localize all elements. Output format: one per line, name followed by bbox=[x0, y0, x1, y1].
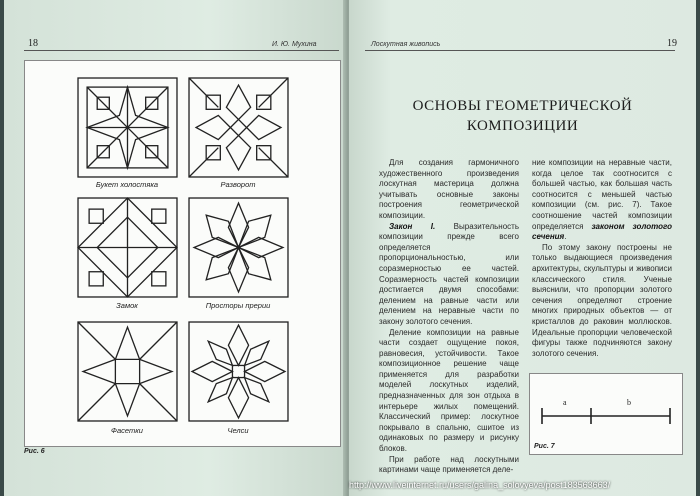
quilt-block-3 bbox=[77, 197, 178, 298]
right-page-number: 19 bbox=[667, 38, 677, 49]
golden-section-term: законом золотого сечения bbox=[532, 221, 672, 242]
segment-a-label: a bbox=[563, 398, 567, 407]
chapter-title-line-2: КОМПОЗИЦИИ bbox=[466, 118, 579, 134]
left-header-author: И. Ю. Мухина bbox=[272, 41, 317, 48]
left-header-rule bbox=[24, 50, 339, 51]
quilt-block-4 bbox=[188, 197, 289, 298]
paragraph-equal-parts: Деление композиции на равные части создает ощущение покоя, равновесия, устойчивости. Такое композиционное решение чаще применяется для разработки моделей лоскутных изделий, предназначенных для зон отдыха в интерьере жилых помещений. Классический пример: лоскутное покрывало в спальню, сшитое из одинаковых по размеру и рисунку блоков. bbox=[379, 327, 519, 454]
left-page bbox=[4, 0, 347, 496]
quilt-block-1 bbox=[77, 77, 178, 178]
caption-3: Замок bbox=[116, 301, 138, 310]
quilt-block-2 bbox=[188, 77, 289, 178]
chapter-title-line-1: ОСНОВЫ ГЕОМЕТРИЧЕСКОЙ bbox=[412, 98, 633, 114]
paragraph-intro: Для создания гармоничного художественного произведения лоскутная мастерица должна учитывать основные законы построения геометрической композиции. bbox=[379, 158, 519, 220]
right-page bbox=[349, 0, 696, 496]
figure-7-label: Рис. 7 bbox=[534, 443, 555, 450]
left-page-number: 18 bbox=[28, 38, 38, 49]
right-header-section: Лоскутная живопись bbox=[371, 41, 441, 48]
caption-1: Букет холостяка bbox=[95, 180, 159, 189]
quilt-block-5 bbox=[77, 321, 178, 422]
quilt-block-6 bbox=[188, 321, 289, 422]
figure-6-label: Рис. 6 bbox=[24, 448, 45, 455]
caption-5: Фасетки bbox=[111, 426, 143, 435]
caption-2: Разворот bbox=[220, 180, 256, 189]
text-column-1 bbox=[379, 158, 519, 476]
paragraph-pictures: При работе над лоскутными картинами чаще применяется деле- bbox=[379, 454, 519, 475]
text-column-2 bbox=[532, 158, 672, 359]
paragraph-golden-section: По этому закону построены не только выдающиеся произведения архитектуры, скульптуры и живописи классического стиля. Ученые выяснили, что пропорции золотого сечения определяют строение многих природных объектов — от кристаллов до раковин моллюсков. Идеальные пропорции человеческой фигуры также подчиняются закону золотого сечения. bbox=[532, 242, 672, 358]
caption-6: Челси bbox=[227, 426, 249, 435]
caption-4: Просторы прерии bbox=[205, 301, 271, 310]
paragraph-law-1: Закон I. Выразительность композиции прежде всего определяется пропорциональностью, или соразмерностью ее частей. Соразмерность частей композиции достигается двумя способами: делением на равные части или делением на неравные части по закону золотого сечения. bbox=[379, 221, 520, 326]
paragraph-unequal-parts: ние композиции на неравные части, когда целое так соотносится с большей частью, как большая часть соотносится с меньшей частью композиции (см. рис. 7). Такое соотношение частей композиции определяется законом золотого сечения. bbox=[532, 158, 672, 242]
segment-b-label: b bbox=[627, 398, 631, 407]
law-1-label: Закон I. bbox=[389, 221, 436, 231]
watermark-url: http://www.liveinternet.ru/users/galina_solovyeva/post183563663/ bbox=[349, 480, 611, 490]
right-header-rule bbox=[365, 50, 675, 51]
golden-section-diagram bbox=[529, 373, 683, 455]
pattern-figure-frame bbox=[24, 60, 341, 447]
